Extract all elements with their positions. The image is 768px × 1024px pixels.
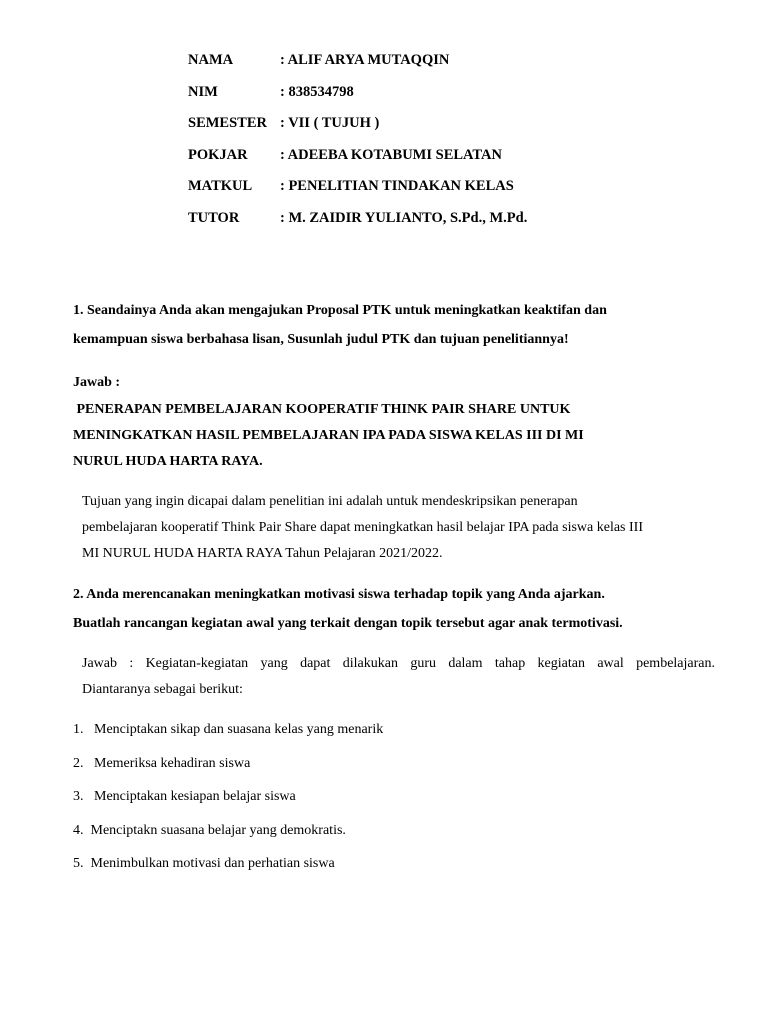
answer-1-label: Jawab : (73, 375, 121, 390)
question-2-line-1: 2. Anda merencanakan meningkatkan motivasi siswa terhadap topik yang Anda ajarkan. (73, 587, 605, 602)
ptk-title-line-2: MENINGKATKAN HASIL PEMBELAJARAN IPA PADA SISWA KELAS III DI MI (73, 428, 584, 443)
identity-value: : 838534798 (280, 83, 354, 100)
identity-label: MATKUL (188, 178, 253, 194)
identity-label: NAMA (188, 52, 234, 68)
answer-2-intro-line-2: Diantaranya sebagai berikut: (82, 682, 243, 697)
activity-list (73, 717, 713, 885)
ptk-title-line-3: NURUL HUDA HARTA RAYA. (73, 454, 263, 469)
purpose-line-2: pembelajaran kooperatif Think Pair Share dapat meningkatkan hasil belajar IPA pada siswa kelas III (82, 520, 643, 535)
identity-value: : M. ZAIDIR YULIANTO, S.Pd., M.Pd. (280, 209, 528, 226)
list-item: 1. Menciptakan sikap dan suasana kelas yang menarik (73, 722, 384, 737)
identity-row-matkul (188, 175, 688, 207)
ptk-title (73, 397, 713, 475)
identity-value: : ADEEBA KOTABUMI SELATAN (280, 146, 502, 163)
student-identity-block (188, 49, 688, 238)
list-item: 3. Menciptakan kesiapan belajar siswa (73, 789, 296, 804)
question-2-line-2: Buatlah rancangan kegiatan awal yang terkait dengan topik tersebut agar anak termotivasi. (73, 615, 623, 631)
identity-row-pokjar (188, 144, 688, 176)
identity-row-nim (188, 81, 688, 113)
question-2 (73, 581, 713, 638)
purpose-line-1: Tujuan yang ingin dicapai dalam penelitian ini adalah untuk mendeskripsikan penerapan (82, 494, 578, 509)
identity-row-semester (188, 112, 688, 144)
identity-label: SEMESTER (188, 115, 267, 131)
list-item: 5. Menimbulkan motivasi dan perhatian siswa (73, 856, 335, 871)
question-1 (73, 297, 713, 354)
identity-value: : PENELITIAN TINDAKAN KELAS (280, 178, 514, 194)
identity-value: : ALIF ARYA MUTAQQIN (280, 52, 450, 68)
identity-label: POKJAR (188, 146, 248, 163)
identity-value: : VII ( TUJUH ) (280, 115, 380, 131)
identity-row-nama (188, 49, 688, 81)
identity-row-tutor (188, 207, 688, 239)
research-purpose-paragraph (82, 489, 715, 567)
purpose-line-3: MI NURUL HUDA HARTA RAYA Tahun Pelajaran 2021/2022. (82, 546, 443, 561)
identity-label: NIM (188, 83, 218, 100)
list-item: 2. Memeriksa kehadiran siswa (73, 755, 251, 771)
list-item: 4. Menciptakn suasana belajar yang demokratis. (73, 822, 346, 838)
question-1-line-1: 1. Seandainya Anda akan mengajukan Proposal PTK untuk meningkatkan keaktifan dan (73, 303, 607, 318)
answer-2-intro-line-1: Jawab : Kegiatan-kegiatan yang dapat dilakukan guru dalam tahap kegiatan awal pembelajaran. (82, 656, 715, 671)
ptk-title-line-1: PENERAPAN PEMBELAJARAN KOOPERATIF THINK PAIR SHARE UNTUK (73, 402, 571, 417)
question-1-line-2: kemampuan siswa berbahasa lisan, Susunlah judul PTK dan tujuan penelitiannya! (73, 331, 569, 347)
answer-2-intro (82, 651, 715, 703)
identity-label: TUTOR (188, 209, 240, 226)
